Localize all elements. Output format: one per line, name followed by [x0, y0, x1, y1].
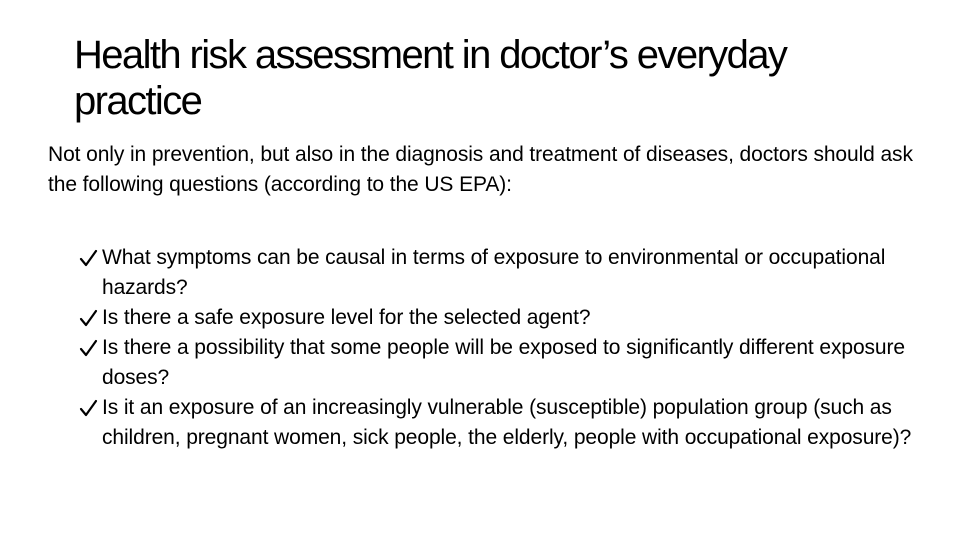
- question-list: [78, 243, 928, 453]
- list-item: [78, 393, 928, 453]
- check-icon: [78, 303, 100, 333]
- list-item-text: Is there a safe exposure level for the selected agent?: [102, 306, 591, 329]
- list-item-text: Is it an exposure of an increasingly vulnerable (susceptible) population group (such as children, pregnant women, sick people, the elderly, people with occupational exposure)?: [102, 396, 912, 449]
- list-item: [78, 333, 928, 393]
- list-item-text: Is there a possibility that some people will be exposed to significantly different exposure doses?: [102, 336, 905, 389]
- list-item: [78, 303, 928, 333]
- intro-paragraph: Not only in prevention, but also in the diagnosis and treatment of diseases, doctors should ask the following questions (according to the US EPA):: [48, 143, 913, 196]
- check-icon: [78, 243, 100, 273]
- check-icon: [78, 333, 100, 363]
- list-item: [78, 243, 928, 303]
- check-icon: [78, 393, 100, 423]
- list-item-text: What symptoms can be causal in terms of exposure to environmental or occupational hazards?: [102, 246, 886, 299]
- slide-title: Health risk assessment in doctor’s everyday practice: [74, 33, 787, 123]
